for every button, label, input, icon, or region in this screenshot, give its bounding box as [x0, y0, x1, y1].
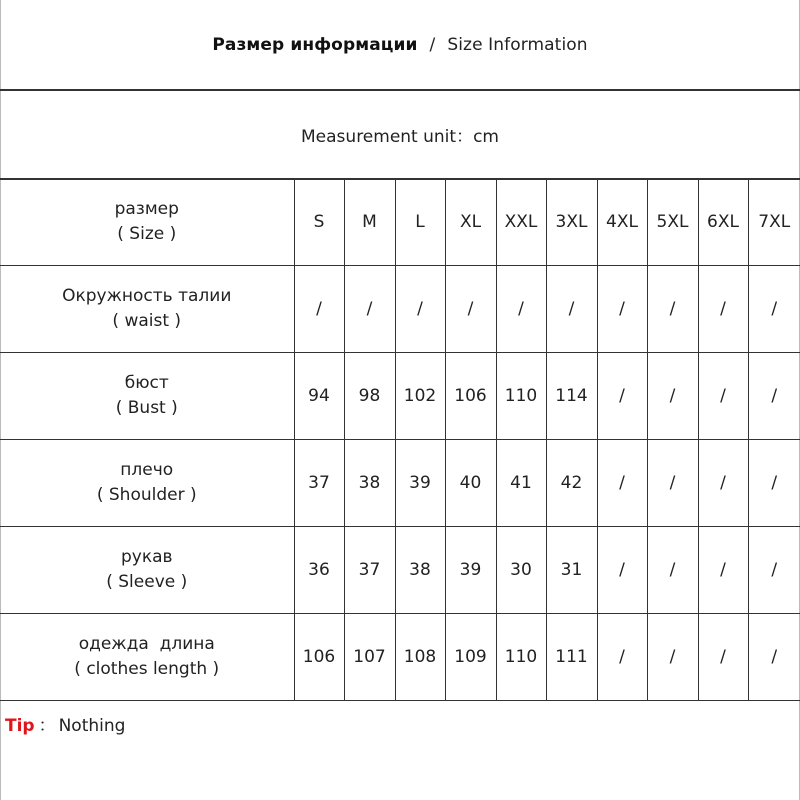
title-row — [0, 0, 800, 91]
title-separator: / — [429, 34, 436, 55]
measurement-label-cell — [0, 266, 294, 353]
table-cell: 41 — [496, 440, 546, 527]
table-cell: / — [647, 266, 698, 353]
table-header-row — [0, 179, 800, 266]
table-cell: / — [748, 353, 800, 440]
label-russian: одежда длина — [78, 634, 215, 654]
table-cell: / — [748, 614, 800, 701]
table-cell: 114 — [546, 353, 597, 440]
table-row — [0, 353, 800, 440]
table-cell: / — [748, 266, 800, 353]
size-header-cell: XL — [445, 179, 496, 266]
table-cell: / — [597, 614, 647, 701]
size-label-cell — [0, 179, 294, 266]
label-russian: размер — [114, 199, 179, 219]
table-cell: 111 — [546, 614, 597, 701]
table-cell: 102 — [395, 353, 445, 440]
size-header-cell: L — [395, 179, 445, 266]
table-cell: 98 — [344, 353, 395, 440]
table-row — [0, 614, 800, 701]
table-cell: 30 — [496, 527, 546, 614]
tip-row — [5, 711, 125, 736]
table-cell: / — [445, 266, 496, 353]
label-russian: бюст — [124, 373, 169, 393]
table-cell: / — [597, 527, 647, 614]
table-cell: 106 — [445, 353, 496, 440]
table-cell: 36 — [294, 527, 344, 614]
table-cell: 108 — [395, 614, 445, 701]
table-cell: / — [496, 266, 546, 353]
table-cell: / — [698, 266, 748, 353]
label-russian: Окружность талии — [62, 286, 232, 306]
table-row — [0, 527, 800, 614]
table-cell: / — [597, 353, 647, 440]
table-cell: 110 — [496, 353, 546, 440]
size-header-cell: S — [294, 179, 344, 266]
table-cell: 109 — [445, 614, 496, 701]
table-cell: 31 — [546, 527, 597, 614]
table-cell: / — [597, 266, 647, 353]
label-english: ( Bust ) — [115, 398, 178, 418]
tip-colon: ： — [38, 716, 56, 736]
table-row — [0, 440, 800, 527]
table-cell: / — [395, 266, 445, 353]
label-russian: рукав — [120, 547, 173, 567]
table-cell: / — [597, 440, 647, 527]
size-header-cell: 5XL — [647, 179, 698, 266]
table-cell: / — [698, 353, 748, 440]
measurement-label-cell — [0, 614, 294, 701]
size-header-cell: 7XL — [748, 179, 800, 266]
table-cell: / — [294, 266, 344, 353]
label-russian: плечо — [120, 460, 174, 480]
size-header-cell: 6XL — [698, 179, 748, 266]
table-cell: 39 — [395, 440, 445, 527]
table-cell: / — [546, 266, 597, 353]
table-cell: 38 — [395, 527, 445, 614]
measurement-unit-text: Measurement unit：cm — [301, 127, 499, 147]
table-cell: 107 — [344, 614, 395, 701]
size-header-cell: XXL — [496, 179, 546, 266]
table-cell: / — [647, 527, 698, 614]
table-cell: / — [748, 440, 800, 527]
table-cell: / — [698, 614, 748, 701]
measurement-label-cell — [0, 527, 294, 614]
table-cell: / — [748, 527, 800, 614]
label-english: ( Shoulder ) — [96, 485, 197, 505]
label-english: ( clothes length ) — [74, 659, 220, 679]
table-cell: 38 — [344, 440, 395, 527]
size-header-cell: 4XL — [597, 179, 647, 266]
table-cell: / — [344, 266, 395, 353]
table-cell: / — [647, 440, 698, 527]
label-english: ( Sleeve ) — [106, 572, 188, 592]
label-english: ( Size ) — [117, 224, 177, 244]
title-russian: Размер информации — [212, 34, 418, 55]
table-cell: 40 — [445, 440, 496, 527]
table-row — [0, 266, 800, 353]
title-english: Size Information — [447, 34, 588, 55]
table-cell: / — [647, 353, 698, 440]
measurement-label-cell — [0, 440, 294, 527]
label-english: ( waist ) — [112, 311, 182, 331]
size-header-cell: M — [344, 179, 395, 266]
size-header-cell: 3XL — [546, 179, 597, 266]
table-cell: 42 — [546, 440, 597, 527]
measurement-unit-row — [0, 91, 800, 180]
tip-label: Tip — [5, 716, 35, 736]
table-cell: / — [698, 440, 748, 527]
table-cell: / — [698, 527, 748, 614]
size-table — [0, 179, 800, 701]
table-cell: / — [647, 614, 698, 701]
table-cell: 110 — [496, 614, 546, 701]
measurement-label-cell — [0, 353, 294, 440]
table-cell: 106 — [294, 614, 344, 701]
table-cell: 37 — [294, 440, 344, 527]
table-cell: 39 — [445, 527, 496, 614]
table-cell: 37 — [344, 527, 395, 614]
tip-text: Nothing — [58, 716, 126, 736]
table-cell: 94 — [294, 353, 344, 440]
